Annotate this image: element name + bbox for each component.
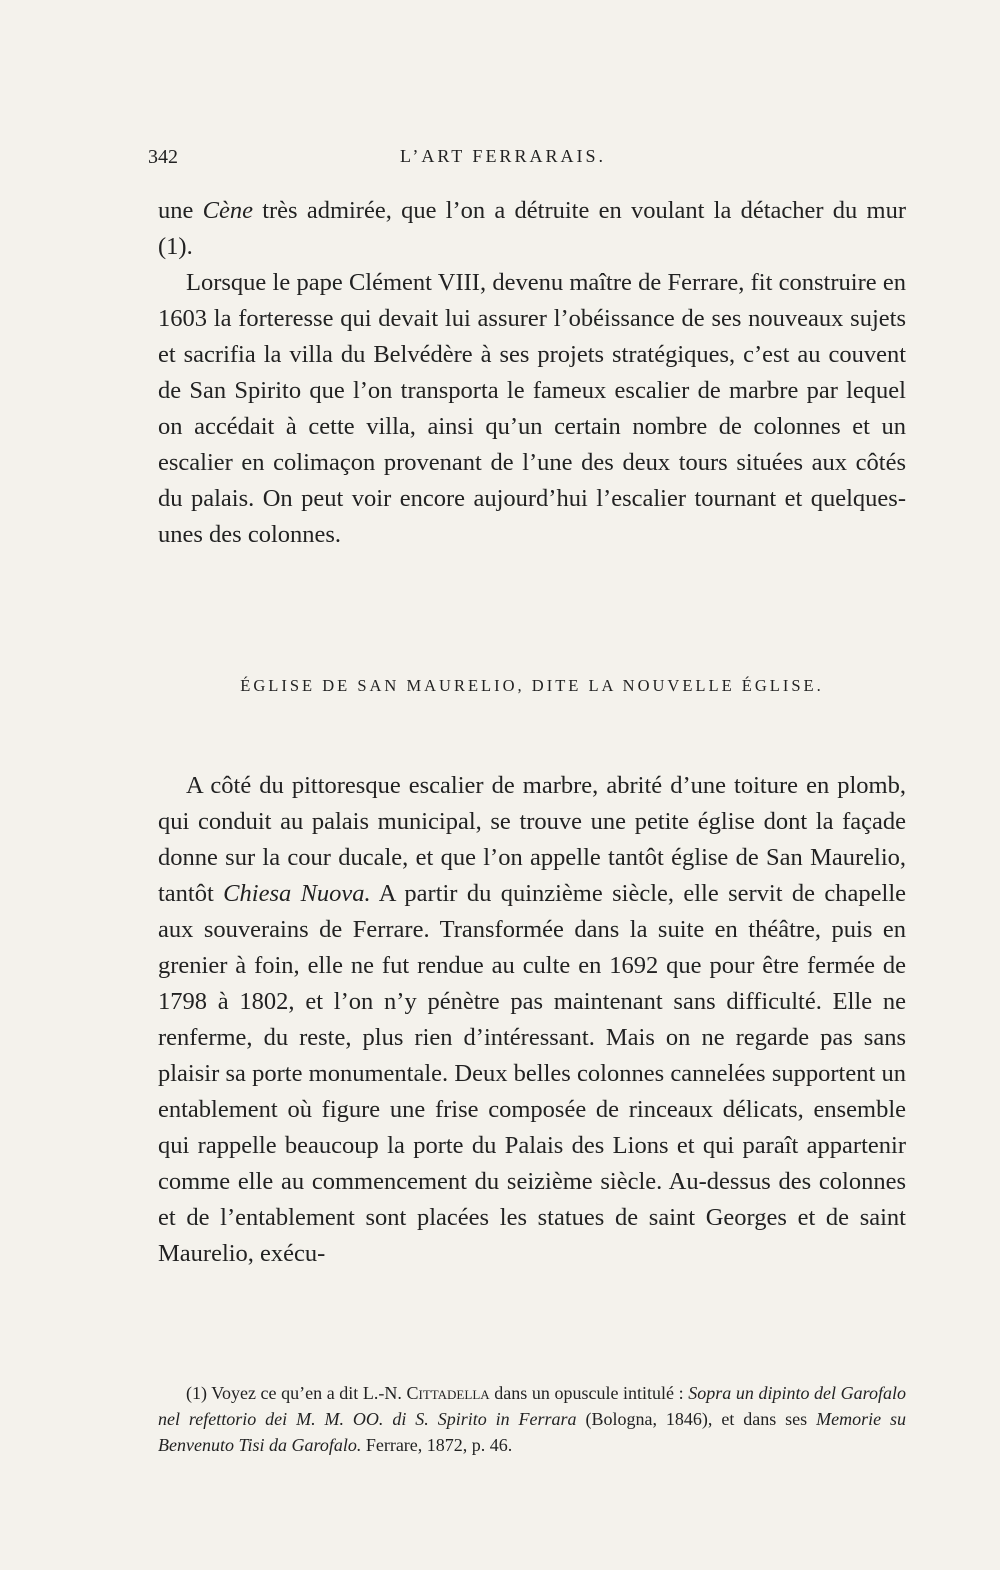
paragraph3-italic-term: Chiesa Nuova. [223,880,371,907]
paragraph3-text-start: A côté du pittoresque escalier de marbre, abrité d’une toiture en plomb, qui conduit au palais municipal, se trouve une petite église dont la façade donne sur la cour ducale, et que l’on appelle tantôt église de San Maurelio, tantôt [158,772,906,907]
paragraph-continuation [158,193,906,265]
book-page [148,0,907,1570]
paragraph1-text-end: très admirée, que l’on a détruite en voulant la détacher du mur (1). [158,197,906,260]
paragraph1-text-start: une [158,197,203,224]
footnote-text-1: Voyez ce qu’en a dit L.-N. [207,1383,407,1403]
page-header [148,146,906,176]
footnote [158,1380,906,1458]
footnote-text-2: dans un opuscule intitulé : [489,1383,689,1403]
paragraph1-italic-term: Cène [202,197,253,224]
footnote-author: Cittadella [406,1383,490,1403]
footnote-title-1: Sopra un dipinto del Garofalo nel refettorio dei M. M. OO. di S. Spirito in Ferrara [158,1383,906,1429]
paragraph-san-maurelio [158,768,906,1272]
running-title: L’ART FERRARAIS. [400,146,606,166]
footnote-text-4: Ferrare, 1872, p. 46. [361,1435,513,1455]
footnote-text-3: (Bologna, 1846), et dans ses [576,1409,817,1429]
paragraph-clement-viii: Lorsque le pape Clément VIII, devenu maître de Ferrare, fit construire en 1603 la forteresse qui devait lui assurer l’obéissance de ses nouveaux sujets et sacrifia la villa du Belvédère à ses projets stratégiques, c’est au couvent de San Spirito que l’on transporta le fameux escalier de marbre par lequel on accédait à cette villa, ainsi qu’un certain nombre de colonnes et un escalier en colimaçon provenant de l’une des deux tours situées aux côtés du palais. On peut voir encore aujourd’hui l’escalier tournant et quelques-unes des colonnes. [158,269,906,548]
section-heading: ÉGLISE DE SAN MAURELIO, DITE LA NOUVELLE ÉGLISE. [240,676,824,695]
page-number: 342 [148,146,178,168]
paragraph3-text-end: A partir du quinzième siècle, elle servit de chapelle aux souverains de Ferrare. Transformée dans la suite en théâtre, puis en grenier à foin, elle ne fut rendue au culte en 1692 que pour être fermée de 1798 à 1802, et l’on n’y pénètre pas maintenant sans difficulté. Elle ne renferme, du reste, plus rien d’intéressant. Mais on ne regarde pas sans plaisir sa porte monumentale. Deux belles colonnes cannelées supportent un entablement où figure une frise composée de rinceaux délicats, ensemble qui rappelle beaucoup la porte du Palais des Lions et qui paraît appartenir comme elle au commencement du seizième siècle. Au-dessus des colonnes et de l’entablement sont placées les statues de saint Georges et de saint Maurelio, exécu- [158,880,906,1267]
footnote-title-2: Memorie su Benvenuto Tisi da Garofalo. [158,1409,907,1455]
footnote-marker: (1) [186,1383,207,1403]
